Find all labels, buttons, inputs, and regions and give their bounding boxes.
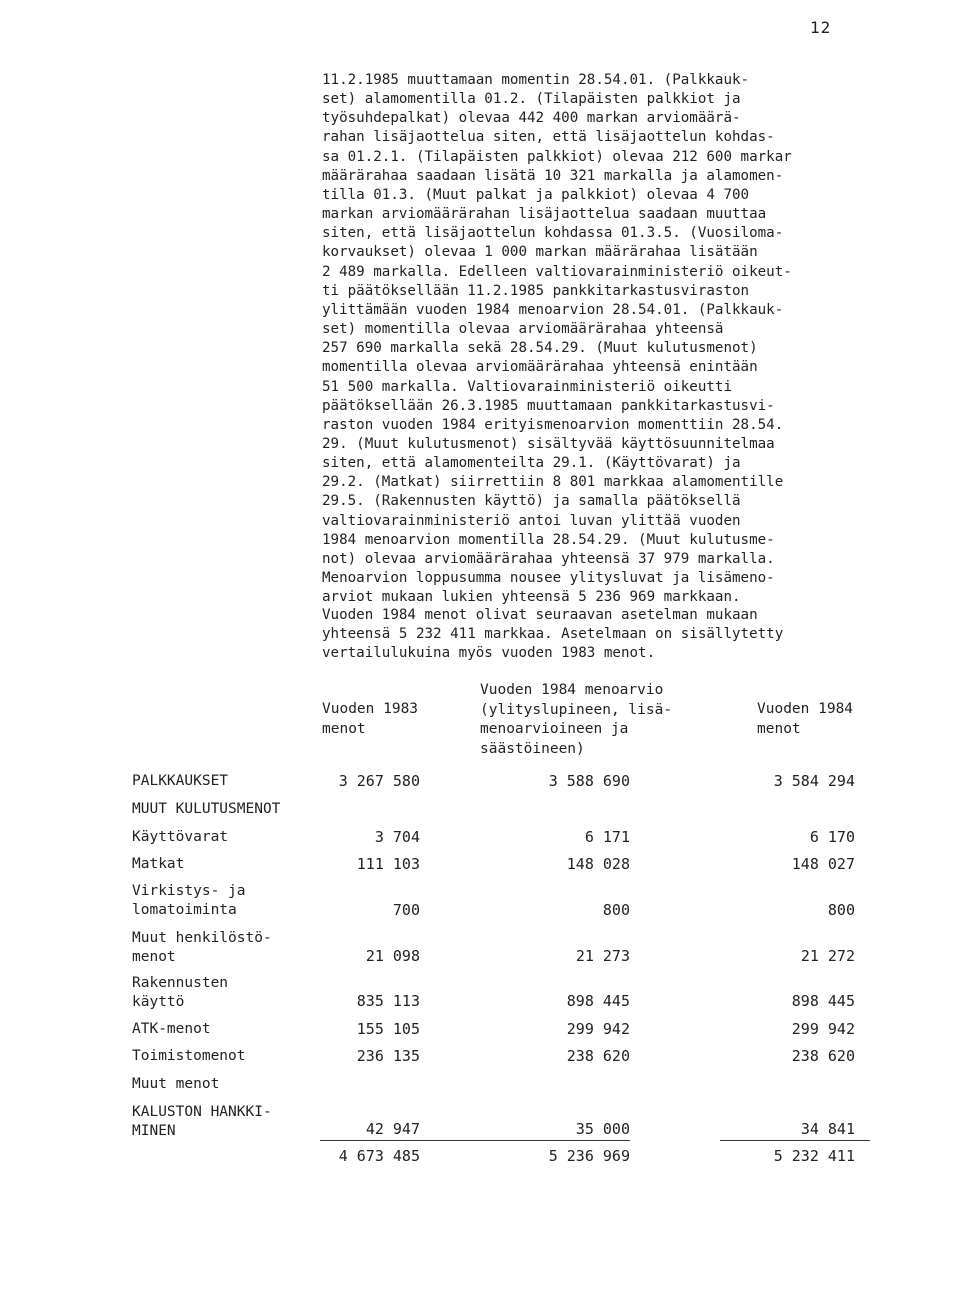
- column-header-1983-expenses: Vuoden 1983 menot: [322, 701, 419, 737]
- row-label: Matkat: [132, 856, 185, 872]
- cell-1984-budget: 148 028: [566, 855, 630, 873]
- row-label: MUUT KULUTUSMENOT: [132, 801, 281, 817]
- page-number: 12: [810, 18, 832, 37]
- cell-1984-budget: 21 273: [575, 947, 630, 965]
- cell-1984: 3 584 294: [773, 772, 855, 790]
- cell-1983: 111 103: [356, 855, 420, 873]
- row-label: KALUSTON HANKKI- MINEN: [132, 1104, 272, 1139]
- row-label: Rakennusten käyttö: [132, 975, 229, 1010]
- cell-1984: 238 620: [791, 1047, 855, 1065]
- cell-1984: 299 942: [791, 1020, 855, 1038]
- cell-1984: 898 445: [791, 992, 855, 1010]
- row-label: ATK-menot: [132, 1021, 211, 1037]
- row-label: Käyttövarat: [132, 829, 229, 845]
- row-label: Muut menot: [132, 1076, 220, 1092]
- cell-1984: 34 841: [800, 1120, 855, 1138]
- cell-1983: 155 105: [356, 1020, 420, 1038]
- sum-rule: [320, 1140, 430, 1141]
- cell-1984: 6 170: [809, 828, 855, 846]
- row-label: Muut henkilöstö- menot: [132, 930, 272, 965]
- sum-rule: [720, 1140, 870, 1141]
- cell-1983: 3 267 580: [338, 772, 420, 790]
- cell-1984: 21 272: [800, 947, 855, 965]
- row-label: Toimistomenot: [132, 1048, 246, 1064]
- body-paragraph-2: Vuoden 1984 menot olivat seuraavan asetelman mukaan yhteensä 5 232 411 markkaa. Asetelmaan on sisällytetty vertailulukuina myös vuoden 1983 menot.: [322, 607, 784, 662]
- cell-1984-budget: 800: [602, 901, 630, 919]
- body-paragraph-1: 11.2.1985 muuttamaan momentin 28.54.01. (Palkkauk- set) alamomentilla 01.2. (Tilapäisten palkkiot ja työsuhdepalkat) olevaa 442 400 markan arviomäärä- rahan lisäjaottelua siten, että lisäjaottelun kohdas- sa 01.2.1. (Tilapäisten palkkiot) olevaa 212 600 markar määrärahaa saadaan lisätä 10 321 markalla ja alamomen- tilla 01.3. (Muut palkat ja palkkiot) olevaa 4 700 markan arviomäärärahan lisäjaottelua saadaan muuttaa siten, että lisäjaottelun kohdassa 01.3.5. (Vuosiloma- korvaukset) olevaa 1 000 markan määrärahaa lisätään 2 489 markalla. Edelleen valtiovarainministeriö oikeut- ti päätöksellään 11.2.1985 pankkitarkastusviraston ylittämään vuoden 1984 menoarvion 28.54.01. (Palkkauk- set) momentilla olevaa arviomäärärahaa yhteensä 257 690 markalla sekä 28.54.29. (Muut kulutusmenot) momentilla olevaa arviomäärärahaa yhteensä enintään 51 500 markalla. Valtiovarainministeriö oikeutti päätöksellään 26.3.1985 muuttamaan pankkitarkastusvi- raston vuoden 1984 erityismenoarvion momenttiin 28.54. 29. (Muut kulutusmenot) sisältyvää käyttösuunnitelmaa siten, että alamomenteilta 29.1. (Käyttövarat) ja 29.2. (Matkat) siirrettiin 8 801 markkaa alamomentille 29.5. (Rakennusten käyttö) ja samalla päätöksellä valtiovarainministeriö antoi luvan ylittää vuoden 1984 menoarvion momentilla 28.54.29. (Muut kulutusme- not) olevaa arviomäärärahaa yhteensä 37 979 markalla. Menoarvion loppusumma nousee ylitysluvat ja lisämeno- arviot mukaan lukien yhteensä 5 236 969 markkaan.: [322, 72, 792, 606]
- column-header-1984-expenses: Vuoden 1984 menot: [757, 701, 854, 737]
- cell-1983: 3 704: [374, 828, 420, 846]
- cell-1983: 700: [392, 901, 420, 919]
- cell-1984-budget: 3 588 690: [548, 772, 630, 790]
- cell-1984: 800: [827, 901, 855, 919]
- total-1983: 4 673 485: [338, 1147, 420, 1165]
- cell-1983: 42 947: [365, 1120, 420, 1138]
- cell-1984: 148 027: [791, 855, 855, 873]
- cell-1983: 21 098: [365, 947, 420, 965]
- cell-1983: 835 113: [356, 992, 420, 1010]
- cell-1984-budget: 898 445: [566, 992, 630, 1010]
- cell-1984-budget: 6 171: [584, 828, 630, 846]
- column-header-1984-budget: Vuoden 1984 menoarvio (ylityslupineen, lisä- menoarvioineen ja säästöineen): [480, 682, 673, 757]
- cell-1984-budget: 35 000: [575, 1120, 630, 1138]
- total-1984: 5 232 411: [773, 1147, 855, 1165]
- row-label: Virkistys- ja lomatoiminta: [132, 883, 246, 918]
- total-1984-budget: 5 236 969: [548, 1147, 630, 1165]
- sum-rule: [430, 1140, 630, 1141]
- cell-1984-budget: 299 942: [566, 1020, 630, 1038]
- cell-1984-budget: 238 620: [566, 1047, 630, 1065]
- row-label: PALKKAUKSET: [132, 773, 229, 789]
- cell-1983: 236 135: [356, 1047, 420, 1065]
